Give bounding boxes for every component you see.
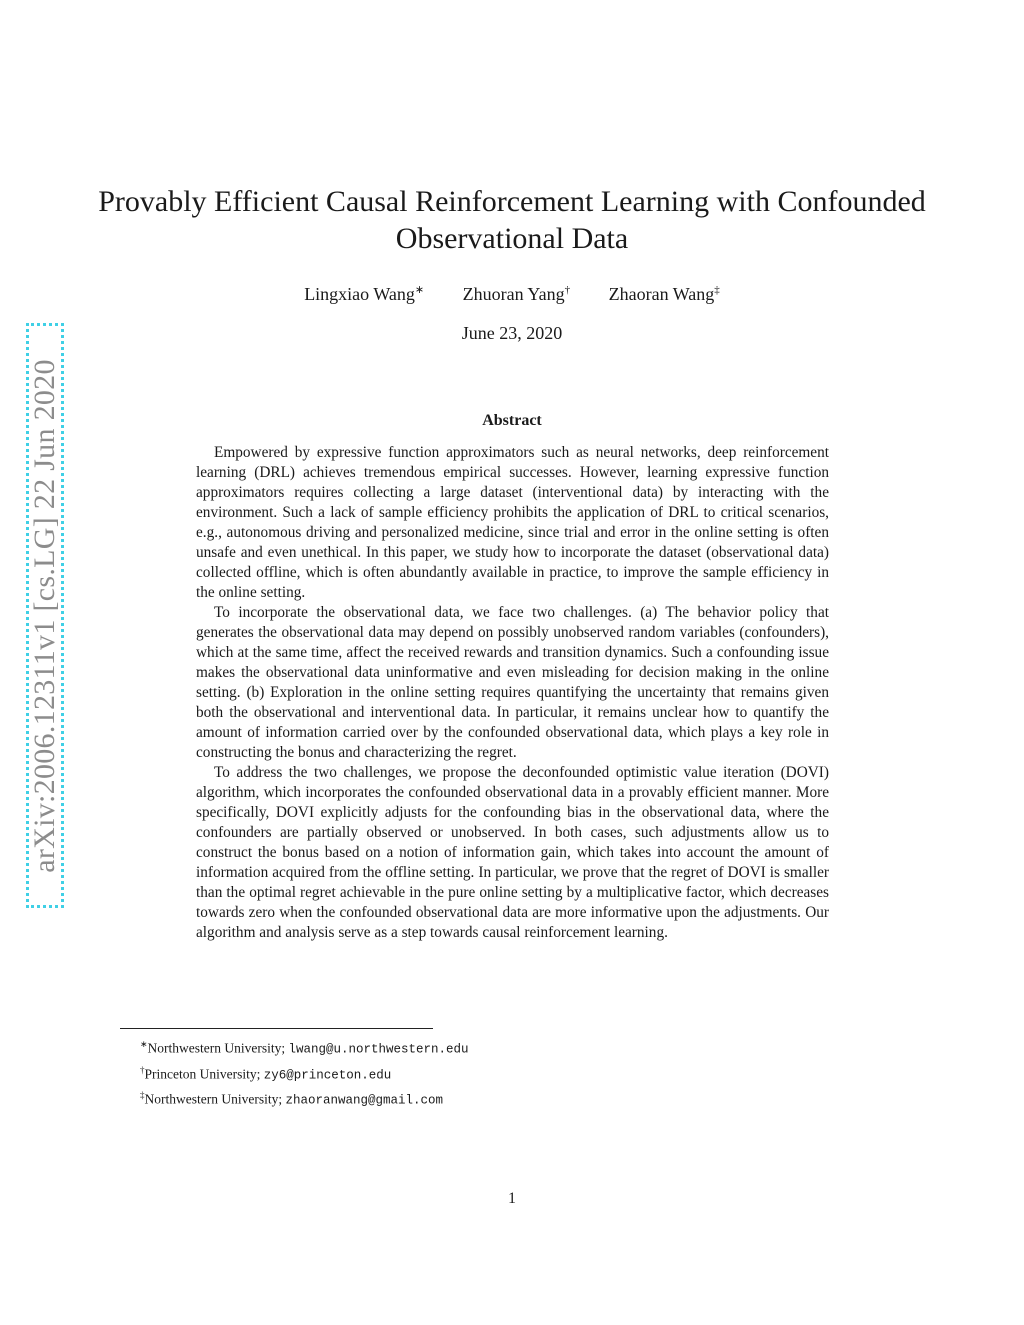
author-list xyxy=(0,283,1024,305)
abstract-paragraph: Empowered by expressive function approximators such as neural networks, deep reinforcement learning (DRL) achieves tremendous empirical successes. However, learning expressive function approximators requires collecting a large dataset (interventional data) by interacting with the environment. Such a lack of sample efficiency prohibits the application of DRL to critical scenarios, e.g., autonomous driving and personalized medicine, since trial and error in the online setting is often unsafe and even unethical. In this paper, we study how to incorporate the dataset (observational data) collected offline, which is often abundantly available in practice, to improve the sample efficiency in the online setting. xyxy=(196,444,829,601)
abstract-paragraph: To incorporate the observational data, we face two challenges. (a) The behavior policy that generates the observational data may depend on possibly unobserved random variables (confounders), which at the same time, affect the received rewards and transition dynamics. Such a confounding issue makes the observational data uninformative and even misleading for decision making in the online setting. (b) Exploration in the online setting requires quantifying the uncertainty that remains given both the observational and interventional data. In particular, it remains unclear how to quantify the amount of information carried over by the confounded observational data, which plays a key role in constructing the bonus and characterizing the regret. xyxy=(196,604,829,761)
footnote: ‡Northwestern University; zhaoranwang@gmail.com xyxy=(140,1090,444,1108)
footnotes xyxy=(140,1034,469,1111)
author: Lingxiao Wang∗ xyxy=(304,284,425,304)
arxiv-identifier: arXiv:2006.12311v1 [cs.LG] 22 Jun 2020 xyxy=(28,358,61,873)
email-link[interactable]: lwang@u.northwestern.edu xyxy=(288,1042,469,1057)
author: Zhaoran Wang‡ xyxy=(608,284,720,304)
abstract-paragraph: To address the two challenges, we propose the deconfounded optimistic value iteration (DOVI) algorithm, which incorporates the confounded observational data in a provably efficient manner. More specifically, DOVI explicitly adjusts for the confounding bias in the observational data, where the confounders are partially observed or unobserved. In both cases, such adjustments allow us to construct the bonus based on a notion of information gain, which takes into account the amount of information acquired from the offline setting. In particular, we prove that the regret of DOVI is smaller than the optimal regret achievable in the pure online setting by a multiplicative factor, which decreases towards zero when the confounded observational data are more informative upon the adjustments. Our algorithm and analysis serve as a step towards causal reinforcement learning. xyxy=(196,764,829,941)
footnote: †Princeton University; zy6@princeton.edu xyxy=(140,1064,392,1082)
arxiv-stamp xyxy=(26,323,64,908)
email-link[interactable]: zy6@princeton.edu xyxy=(263,1068,392,1082)
abstract-heading: Abstract xyxy=(482,412,542,429)
abstract-body xyxy=(196,443,829,943)
paper-title: Provably Efficient Causal Reinforcement Learning with Confounded Observational Data xyxy=(98,185,926,255)
footnote: ∗Northwestern University; lwang@u.northwestern.edu xyxy=(140,1039,469,1057)
author: Zhuoran Yang† xyxy=(462,284,571,304)
footnote-divider xyxy=(120,1028,433,1029)
page-number: 1 xyxy=(508,1190,516,1207)
publication-date: June 23, 2020 xyxy=(461,323,563,343)
email-link[interactable]: zhaoranwang@gmail.com xyxy=(285,1093,444,1108)
